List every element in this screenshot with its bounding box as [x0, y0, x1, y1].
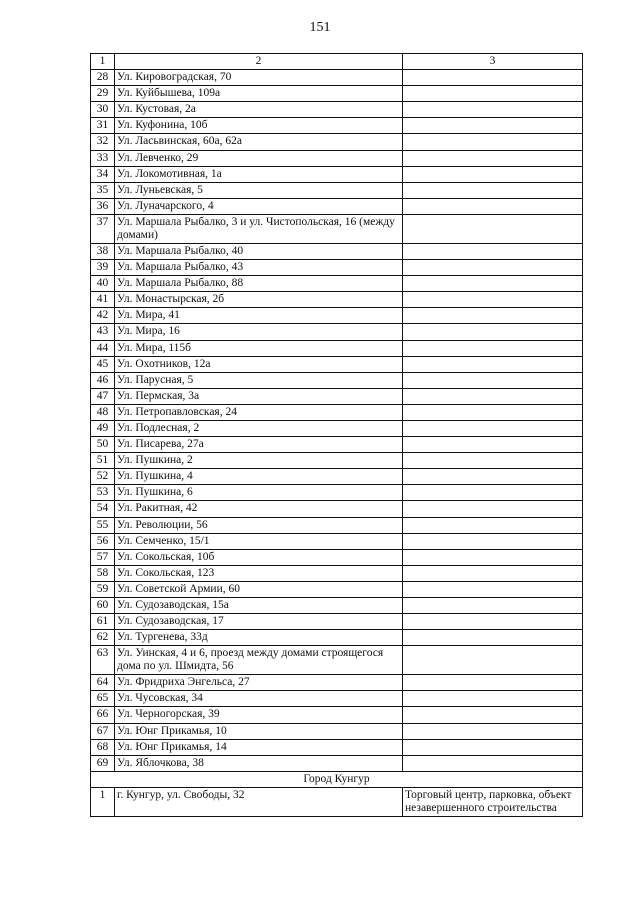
note-cell [403, 292, 583, 308]
table-row [91, 549, 583, 565]
row-number-cell: 32 [91, 134, 115, 150]
address-cell: Ул. Юнг Прикамья, 10 [115, 723, 403, 739]
table-row [91, 723, 583, 739]
address-cell: Ул. Маршала Рыбалко, 43 [115, 260, 403, 276]
row-number-cell: 55 [91, 517, 115, 533]
table-row [91, 372, 583, 388]
note-cell [403, 308, 583, 324]
row-number-cell: 49 [91, 420, 115, 436]
table-row [91, 356, 583, 372]
note-cell [403, 134, 583, 150]
address-cell: Ул. Фридриха Энгельса, 27 [115, 675, 403, 691]
row-number-cell: 64 [91, 675, 115, 691]
table-row [91, 581, 583, 597]
note-cell [403, 723, 583, 739]
address-cell: Ул. Семченко, 15/1 [115, 533, 403, 549]
row-number-cell: 43 [91, 324, 115, 340]
row-number-cell: 62 [91, 630, 115, 646]
row-number-cell: 33 [91, 150, 115, 166]
note-cell [403, 70, 583, 86]
address-cell: Ул. Петропавловская, 24 [115, 404, 403, 420]
table-row [91, 787, 583, 816]
table-row [91, 134, 583, 150]
note-cell [403, 166, 583, 182]
note-cell [403, 501, 583, 517]
table-row [91, 501, 583, 517]
address-cell: Ул. Мира, 41 [115, 308, 403, 324]
row-number-cell: 61 [91, 614, 115, 630]
note-cell [403, 755, 583, 771]
table-row [91, 437, 583, 453]
table-row [91, 340, 583, 356]
address-cell: Ул. Юнг Прикамья, 14 [115, 739, 403, 755]
table-row [91, 755, 583, 771]
section-title: Город Кунгур [91, 771, 583, 787]
note-cell [403, 340, 583, 356]
note-cell [403, 102, 583, 118]
address-cell: Ул. Писарева, 27а [115, 437, 403, 453]
note-cell [403, 739, 583, 755]
table-row [91, 675, 583, 691]
table-row [91, 646, 583, 675]
address-cell: Ул. Тургенева, 33д [115, 630, 403, 646]
address-cell: Ул. Пушкина, 4 [115, 469, 403, 485]
row-number-cell: 50 [91, 437, 115, 453]
table-row [91, 308, 583, 324]
header-row [91, 54, 583, 70]
row-number-cell: 41 [91, 292, 115, 308]
address-cell: Ул. Подлесная, 2 [115, 420, 403, 436]
table-row [91, 533, 583, 549]
table-row [91, 198, 583, 214]
row-number-cell: 66 [91, 707, 115, 723]
address-cell: Ул. Левченко, 29 [115, 150, 403, 166]
row-number-cell: 36 [91, 198, 115, 214]
address-cell: Ул. Маршала Рыбалко, 40 [115, 243, 403, 259]
note-cell [403, 614, 583, 630]
row-number-cell: 40 [91, 276, 115, 292]
note-cell [403, 469, 583, 485]
address-cell: Ул. Черногорская, 39 [115, 707, 403, 723]
row-number-cell: 65 [91, 691, 115, 707]
table-row [91, 86, 583, 102]
address-cell: Ул. Ракитная, 42 [115, 501, 403, 517]
note-cell [403, 198, 583, 214]
table-row [91, 260, 583, 276]
table-row [91, 276, 583, 292]
note-cell [403, 485, 583, 501]
note-cell [403, 86, 583, 102]
address-cell: Ул. Парусная, 5 [115, 372, 403, 388]
row-number-cell: 37 [91, 214, 115, 243]
table-row [91, 453, 583, 469]
address-cell: Ул. Пушкина, 6 [115, 485, 403, 501]
addresses-table [90, 53, 583, 817]
address-cell: Ул. Сокольская, 10б [115, 549, 403, 565]
address-cell: Ул. Мира, 16 [115, 324, 403, 340]
address-cell: Ул. Маршала Рыбалко, 3 и ул. Чистопольская, 16 (между домами) [115, 214, 403, 243]
address-cell: Ул. Кировоградская, 70 [115, 70, 403, 86]
note-cell [403, 324, 583, 340]
row-number-cell: 48 [91, 404, 115, 420]
address-cell: Ул. Куйбышева, 109а [115, 86, 403, 102]
address-cell: Ул. Советской Армии, 60 [115, 581, 403, 597]
note-cell [403, 214, 583, 243]
row-number-cell: 30 [91, 102, 115, 118]
page-number: 151 [309, 20, 331, 35]
note-cell [403, 388, 583, 404]
row-number-cell: 56 [91, 533, 115, 549]
row-number-cell: 39 [91, 260, 115, 276]
header-col-1: 1 [91, 54, 115, 70]
table-row [91, 118, 583, 134]
note-cell [403, 150, 583, 166]
row-number-cell: 67 [91, 723, 115, 739]
table-row [91, 388, 583, 404]
table-row [91, 517, 583, 533]
address-cell: Ул. Охотников, 12а [115, 356, 403, 372]
address-cell: Ул. Пермская, 3а [115, 388, 403, 404]
address-cell: Ул. Сокольская, 123 [115, 565, 403, 581]
table-row [91, 182, 583, 198]
table-row [91, 469, 583, 485]
table-row [91, 150, 583, 166]
header-col-3: 3 [403, 54, 583, 70]
row-number-cell: 47 [91, 388, 115, 404]
note-cell [403, 453, 583, 469]
row-number-cell: 68 [91, 739, 115, 755]
row-number-cell: 51 [91, 453, 115, 469]
table-row [91, 324, 583, 340]
address-cell: Ул. Локомотивная, 1а [115, 166, 403, 182]
address-cell: г. Кунгур, ул. Свободы, 32 [115, 787, 403, 816]
row-number-cell: 54 [91, 501, 115, 517]
note-cell [403, 598, 583, 614]
table-header [91, 54, 583, 70]
address-cell: Ул. Яблочкова, 38 [115, 755, 403, 771]
note-cell [403, 533, 583, 549]
table-row [91, 485, 583, 501]
note-cell [403, 630, 583, 646]
note-cell [403, 420, 583, 436]
row-number-cell: 52 [91, 469, 115, 485]
note-cell [403, 276, 583, 292]
table-body [91, 70, 583, 817]
address-cell: Ул. Уинская, 4 и 6, проезд между домами строящегося дома по ул. Шмидта, 56 [115, 646, 403, 675]
note-cell [403, 182, 583, 198]
note-cell [403, 356, 583, 372]
row-number-cell: 69 [91, 755, 115, 771]
note-cell [403, 118, 583, 134]
row-number-cell: 31 [91, 118, 115, 134]
note-cell [403, 691, 583, 707]
row-number-cell: 29 [91, 86, 115, 102]
address-cell: Ул. Луньевская, 5 [115, 182, 403, 198]
row-number-cell: 53 [91, 485, 115, 501]
note-cell [403, 565, 583, 581]
table-row [91, 614, 583, 630]
address-cell: Ул. Кустовая, 2а [115, 102, 403, 118]
row-number-cell: 42 [91, 308, 115, 324]
header-col-2: 2 [115, 54, 403, 70]
address-cell: Ул. Чусовская, 34 [115, 691, 403, 707]
address-cell: Ул. Пушкина, 2 [115, 453, 403, 469]
note-cell [403, 707, 583, 723]
table-row [91, 102, 583, 118]
table-row [91, 630, 583, 646]
row-number-cell: 46 [91, 372, 115, 388]
row-number-cell: 58 [91, 565, 115, 581]
table-row [91, 214, 583, 243]
row-number-cell: 44 [91, 340, 115, 356]
address-cell: Ул. Революции, 56 [115, 517, 403, 533]
table-row [91, 292, 583, 308]
note-cell [403, 243, 583, 259]
table-row [91, 243, 583, 259]
table-row [91, 565, 583, 581]
row-number-cell: 38 [91, 243, 115, 259]
row-number-cell: 35 [91, 182, 115, 198]
address-cell: Ул. Судозаводская, 17 [115, 614, 403, 630]
row-number-cell: 63 [91, 646, 115, 675]
address-cell: Ул. Маршала Рыбалко, 88 [115, 276, 403, 292]
row-number-cell: 45 [91, 356, 115, 372]
note-cell [403, 437, 583, 453]
address-cell: Ул. Судозаводская, 15а [115, 598, 403, 614]
section-header-row [91, 771, 583, 787]
row-number-cell: 57 [91, 549, 115, 565]
row-number-cell: 59 [91, 581, 115, 597]
table-row [91, 70, 583, 86]
address-cell: Ул. Мира, 115б [115, 340, 403, 356]
table-row [91, 404, 583, 420]
address-cell: Ул. Ласьвинская, 60а, 62а [115, 134, 403, 150]
row-number-cell: 1 [91, 787, 115, 816]
note-cell [403, 517, 583, 533]
row-number-cell: 34 [91, 166, 115, 182]
note-cell [403, 260, 583, 276]
address-cell: Ул. Монастырская, 2б [115, 292, 403, 308]
note-cell [403, 404, 583, 420]
address-cell: Ул. Куфонина, 10б [115, 118, 403, 134]
note-cell [403, 372, 583, 388]
table-row [91, 707, 583, 723]
note-cell: Торговый центр, парковка, объект незавершенного строительства [403, 787, 583, 816]
row-number-cell: 60 [91, 598, 115, 614]
table-row [91, 739, 583, 755]
table-row [91, 691, 583, 707]
row-number-cell: 28 [91, 70, 115, 86]
address-cell: Ул. Луначарского, 4 [115, 198, 403, 214]
note-cell [403, 581, 583, 597]
note-cell [403, 675, 583, 691]
note-cell [403, 646, 583, 675]
table-row [91, 420, 583, 436]
table-row [91, 598, 583, 614]
table-row [91, 166, 583, 182]
note-cell [403, 549, 583, 565]
